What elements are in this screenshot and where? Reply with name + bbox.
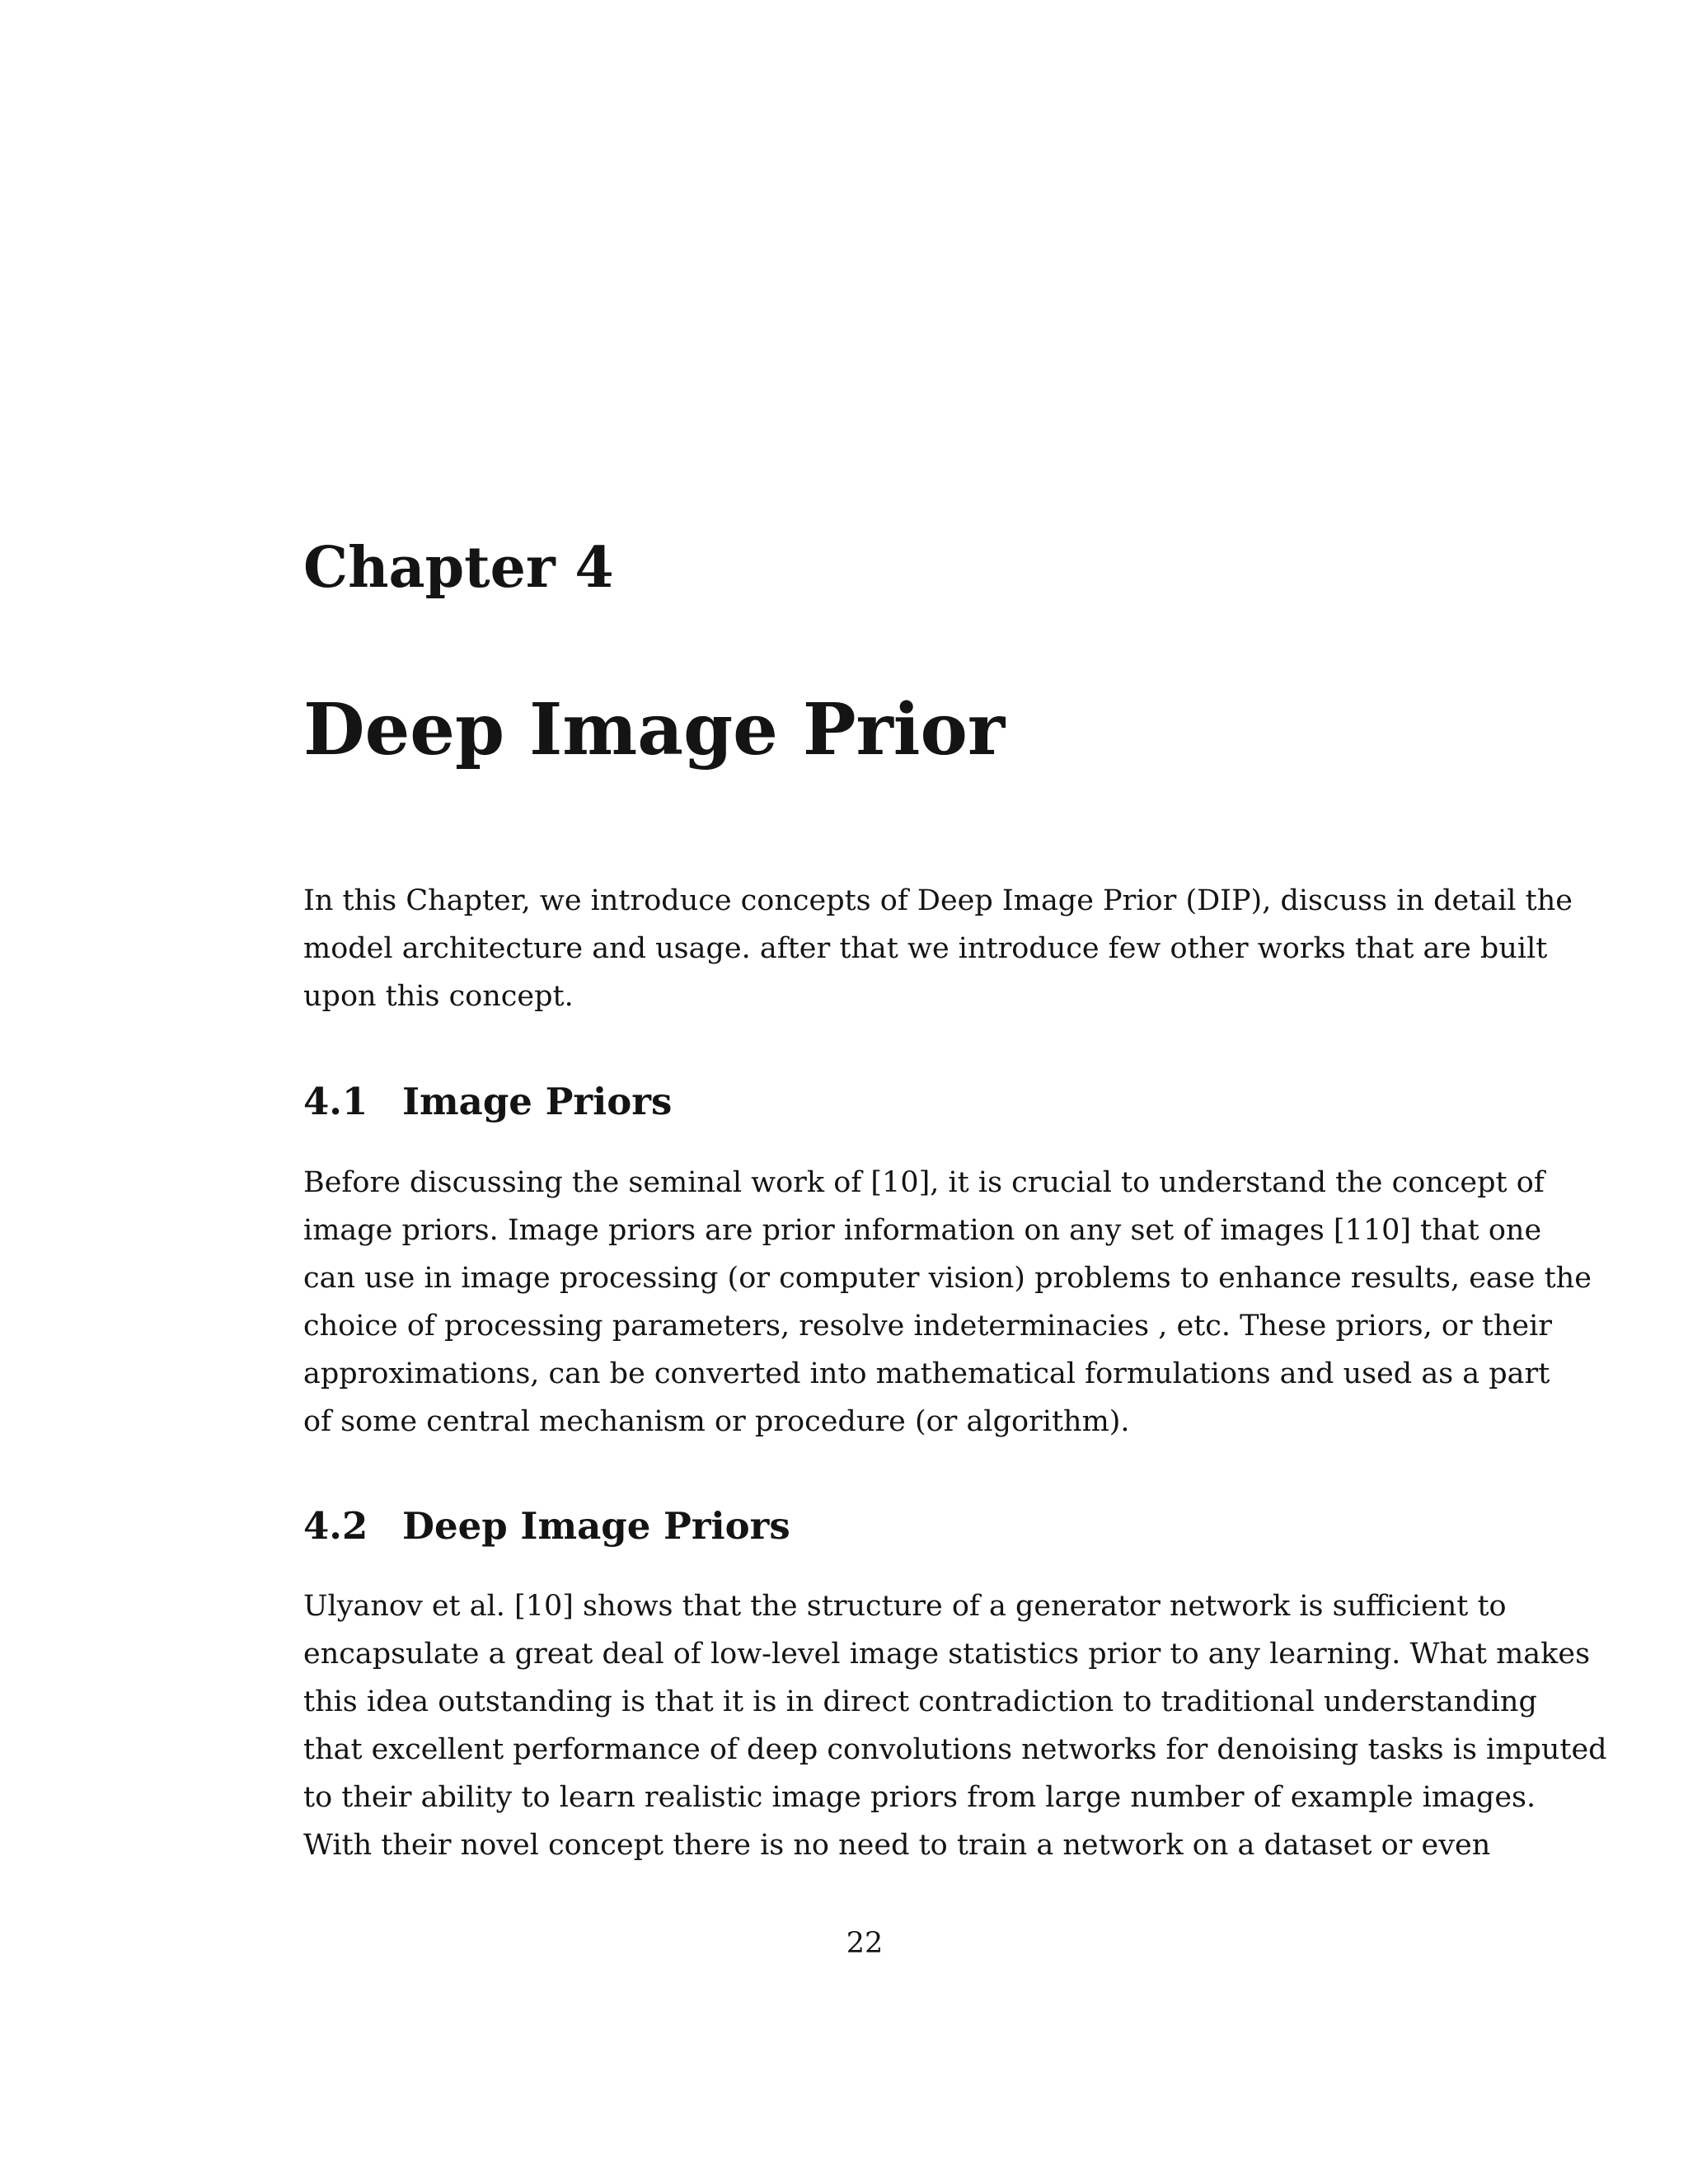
paragraph-line: Ulyanov et al. [10] shows that the structure of a generator network is sufficient to: [303, 1590, 1507, 1623]
section-number: 4.1: [303, 1080, 368, 1123]
paragraph-line: to their ability to learn realistic image priors from large number of example images.: [303, 1781, 1536, 1814]
paragraph-line: approximations, can be converted into mathematical formulations and used as a part: [303, 1357, 1550, 1390]
intro-paragraph: [303, 877, 1573, 1020]
chapter-label: Chapter 4: [303, 535, 614, 601]
paragraph-line: choice of processing parameters, resolve indeterminacies , etc. These priors, or their: [303, 1310, 1553, 1343]
section-title: Image Priors: [402, 1080, 673, 1123]
paragraph-line: that excellent performance of deep convolutions networks for denoising tasks is imputed: [303, 1733, 1607, 1766]
chapter-title: Deep Image Prior: [303, 688, 1006, 771]
section-4-2-paragraph: [303, 1582, 1607, 1869]
paragraph-line: In this Chapter, we introduce concepts of Deep Image Prior (DIP), discuss in detail the: [303, 884, 1573, 917]
section-4-1-paragraph: [303, 1159, 1592, 1446]
paragraph-line: can use in image processing (or computer vision) problems to enhance results, ease the: [303, 1262, 1592, 1295]
section-number: 4.2: [303, 1504, 368, 1548]
paragraph-line: this idea outstanding is that it is in direct contradiction to traditional understanding: [303, 1685, 1537, 1718]
paragraph-line: Before discussing the seminal work of [10], it is crucial to understand the concept of: [303, 1166, 1545, 1199]
paragraph-line: upon this concept.: [303, 980, 574, 1013]
paragraph-line: With their novel concept there is no need to train a network on a dataset or even: [303, 1829, 1491, 1862]
section-heading-4-2: [303, 1504, 790, 1548]
paragraph-line: of some central mechanism or procedure (or algorithm).: [303, 1405, 1130, 1438]
section-heading-4-1: [303, 1080, 673, 1123]
paragraph-line: image priors. Image priors are prior information on any set of images [110] that one: [303, 1214, 1542, 1247]
section-title: Deep Image Priors: [402, 1504, 790, 1548]
paragraph-line: model architecture and usage. after that we introduce few other works that are built: [303, 932, 1548, 965]
paragraph-line: encapsulate a great deal of low-level image statistics prior to any learning. What makes: [303, 1638, 1591, 1671]
page-number: 22: [846, 1927, 884, 1960]
